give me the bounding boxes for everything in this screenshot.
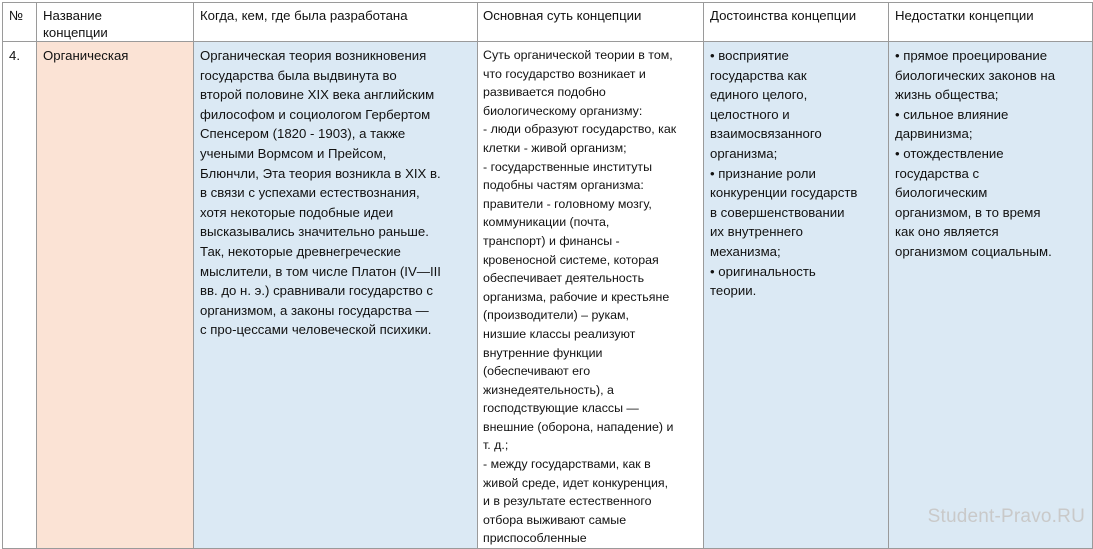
concept-table (2, 2, 1093, 549)
cell-line: организма, рабочие и крестьяне (483, 289, 670, 304)
cell-line: единого целого, (710, 87, 808, 103)
row-disadvantages (889, 42, 1093, 549)
cell-line: - люди образуют государство, как (483, 122, 677, 137)
cell-line: отбора выживают самые (483, 512, 627, 527)
header-name: Название концепции (37, 3, 194, 42)
row-essence (478, 42, 704, 549)
header-num: № (3, 3, 37, 42)
cell-line: целостного и (710, 106, 790, 122)
cell-line: коммуникации (почта, (483, 215, 610, 230)
cell-line: философом и социологом Гербертом (200, 106, 431, 122)
row-when (194, 42, 478, 549)
cell-line: • признание роли (710, 165, 816, 181)
cell-line: кровеносной системе, которая (483, 252, 659, 267)
table-header-row (3, 3, 1093, 42)
row-advantages (704, 42, 889, 549)
cell-line: биологическому организму: (483, 103, 643, 118)
cell-line: Органическая теория возникновения (200, 48, 427, 63)
cell-line: вв. до н. э.) сравнивали государство с (200, 283, 433, 299)
cell-line: низшие классы реализуют (483, 326, 636, 341)
cell-line: • сильное влияние (895, 106, 1009, 122)
header-disadvantages: Недостатки концепции (889, 3, 1093, 42)
cell-line: приспособленные (483, 531, 587, 546)
cell-line: высказывались значительно раньше. (200, 224, 429, 240)
cell-line: организмом, в то время (895, 204, 1041, 220)
cell-line: механизма; (710, 243, 781, 259)
cell-line: взаимосвязанного (710, 126, 822, 142)
cell-line: государства с (895, 165, 980, 181)
row-num: 4. (3, 42, 37, 549)
cell-line: с про-цессами человеческой психики. (200, 322, 432, 338)
cell-line: Спенсером (1820 - 1903), а также (200, 126, 406, 142)
cell-line: государства как (710, 67, 807, 83)
cell-line: • оригинальность (710, 263, 816, 279)
cell-line: внутренние функции (483, 345, 603, 360)
cell-line: транспорт) и финансы - (483, 233, 620, 248)
cell-line: - между государствами, как в (483, 457, 651, 472)
cell-line: живой среде, идет конкуренция, (483, 475, 669, 490)
cell-line: • восприятие (710, 48, 789, 63)
cell-line: (обеспечивают его (483, 364, 591, 379)
cell-line: хотя некоторые подобные идеи (200, 204, 394, 220)
header-when: Когда, кем, где была разработана (194, 3, 478, 42)
cell-line: конкуренции государств (710, 185, 858, 201)
cell-line: господствующие классы — (483, 401, 639, 416)
watermark: Student-Pravo.RU (927, 506, 1085, 527)
cell-line: как оно является (895, 224, 999, 240)
cell-line: их внутреннего (710, 224, 803, 240)
row-name: Органическая (37, 42, 194, 549)
cell-line: организма; (710, 145, 778, 161)
cell-line: мыслители, в том числе Платон (IV—III (200, 263, 441, 279)
table-row (3, 42, 1093, 549)
cell-line: внешние (оборона, нападение) и (483, 419, 674, 434)
cell-line: и в результате естественного (483, 494, 652, 509)
cell-line: развивается подобно (483, 85, 606, 100)
cell-line: • прямое проецирование (895, 48, 1048, 63)
cell-line: в совершенствовании (710, 204, 845, 220)
cell-line: в связи с успехами естествознания, (200, 185, 420, 201)
cell-line: второй половине XIX века английским (200, 87, 435, 103)
cell-line: биологическим (895, 185, 988, 201)
cell-line: организмом социальным. (895, 243, 1052, 259)
cell-line: - государственные институты (483, 159, 652, 174)
cell-line: учеными Вормсом и Прейсом, (200, 145, 387, 161)
cell-line: что государство возникает и (483, 66, 646, 81)
cell-line: т. д.; (483, 438, 509, 453)
cell-line: правители - головному мозгу, (483, 196, 652, 211)
cell-line: Так, некоторые древнегреческие (200, 243, 401, 259)
header-advantages: Достоинства концепции (704, 3, 889, 42)
cell-line: теории. (710, 283, 757, 299)
cell-line: биологических законов на (895, 67, 1056, 83)
cell-line: (производители) – рукам, (483, 308, 629, 323)
cell-line: • отождествление (895, 145, 1004, 161)
header-essence: Основная суть концепции (478, 3, 704, 42)
cell-line: жизнедеятельность), а (483, 382, 614, 397)
cell-line: дарвинизма; (895, 126, 973, 142)
cell-line: организмом, а законы государства — (200, 302, 429, 318)
cell-line: подобны частям организма: (483, 178, 644, 193)
cell-line: Суть органической теории в том, (483, 48, 673, 62)
cell-line: жизнь общества; (895, 87, 999, 103)
cell-line: государства была выдвинута во (200, 67, 397, 83)
cell-line: Блюнчли, Эта теория возникла в XIX в. (200, 165, 441, 181)
cell-line: клетки - живой организм; (483, 140, 627, 155)
cell-line: обеспечивает деятельность (483, 271, 645, 286)
